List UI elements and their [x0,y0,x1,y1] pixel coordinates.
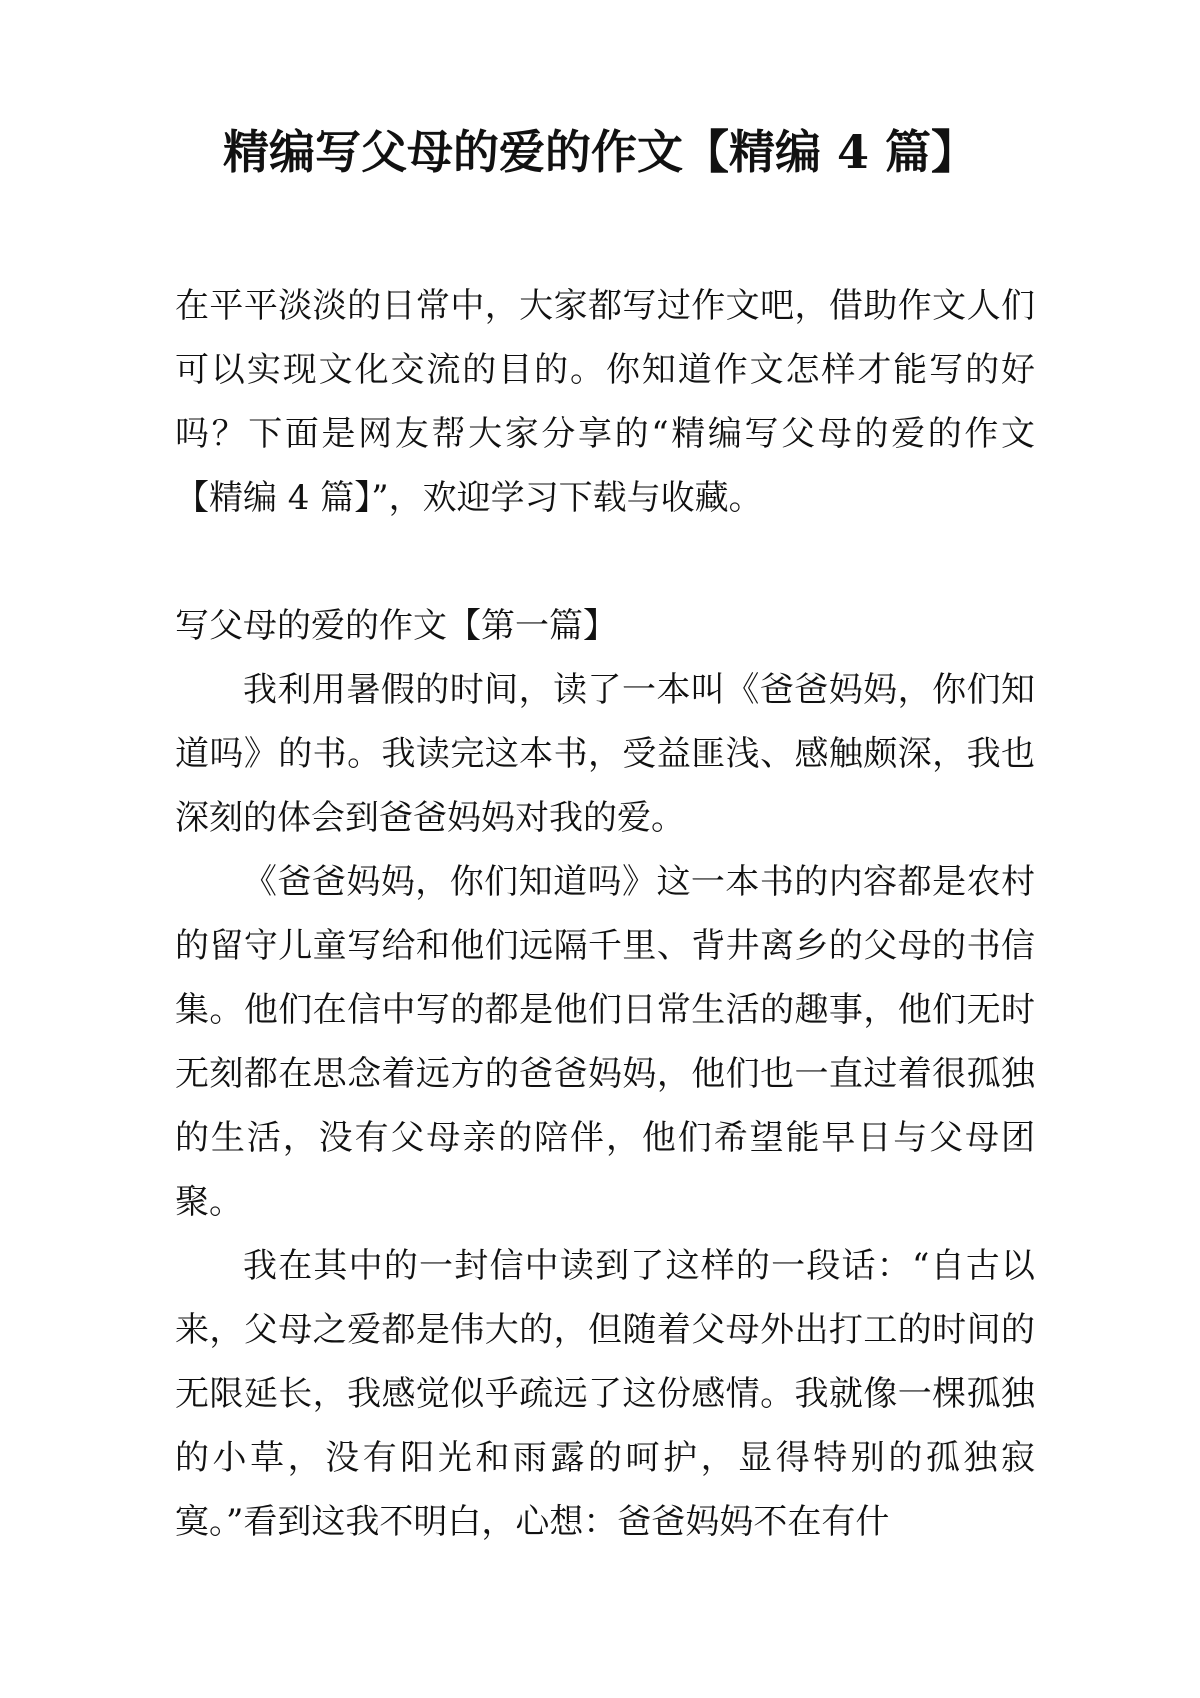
section-content [175,658,1035,1554]
document-title: 精编写父母的爱的作文【精编 4 篇】 [222,125,978,179]
intro-paragraph [175,274,1035,530]
paragraph-1: 我利用暑假的时间，读了一本叫《爸爸妈妈，你们知道吗》的书。我读完这本书，受益匪浅、感触颇深，我也深刻的体会到爸爸妈妈对我的爱。 [175,670,1035,838]
section-heading: 写父母的爱的作文【第一篇】 [175,606,617,646]
paragraph-3: 我在其中的一封信中读到了这样的一段话：“自古以来，父母之爱都是伟大的，但随着父母外出打工的时间的无限延长，我感觉似乎疏远了这份感情。我就像一棵孤独的小草，没有阳光和雨露的呵护，显得特别的孤独寂寞。”看到这我不明白，心想：爸爸妈妈不在有什 [175,1246,1035,1542]
intro-text: 在平平淡淡的日常中，大家都写过作文吧，借助作文人们可以实现文化交流的目的。你知道作文怎样才能写的好吗？下面是网友帮大家分享的“精编写父母的爱的作文【精编 4 篇】”，欢迎学习下载与收藏。 [175,286,1035,518]
paragraph-2: 《爸爸妈妈，你们知道吗》这一本书的内容都是农村的留守儿童写给和他们远隔千里、背井离乡的父母的书信集。他们在信中写的都是他们日常生活的趣事，他们无时无刻都在思念着远方的爸爸妈妈，他们也一直过着很孤独的生活，没有父母亲的陪伴，他们希望能早日与父母团聚。 [175,862,1035,1222]
